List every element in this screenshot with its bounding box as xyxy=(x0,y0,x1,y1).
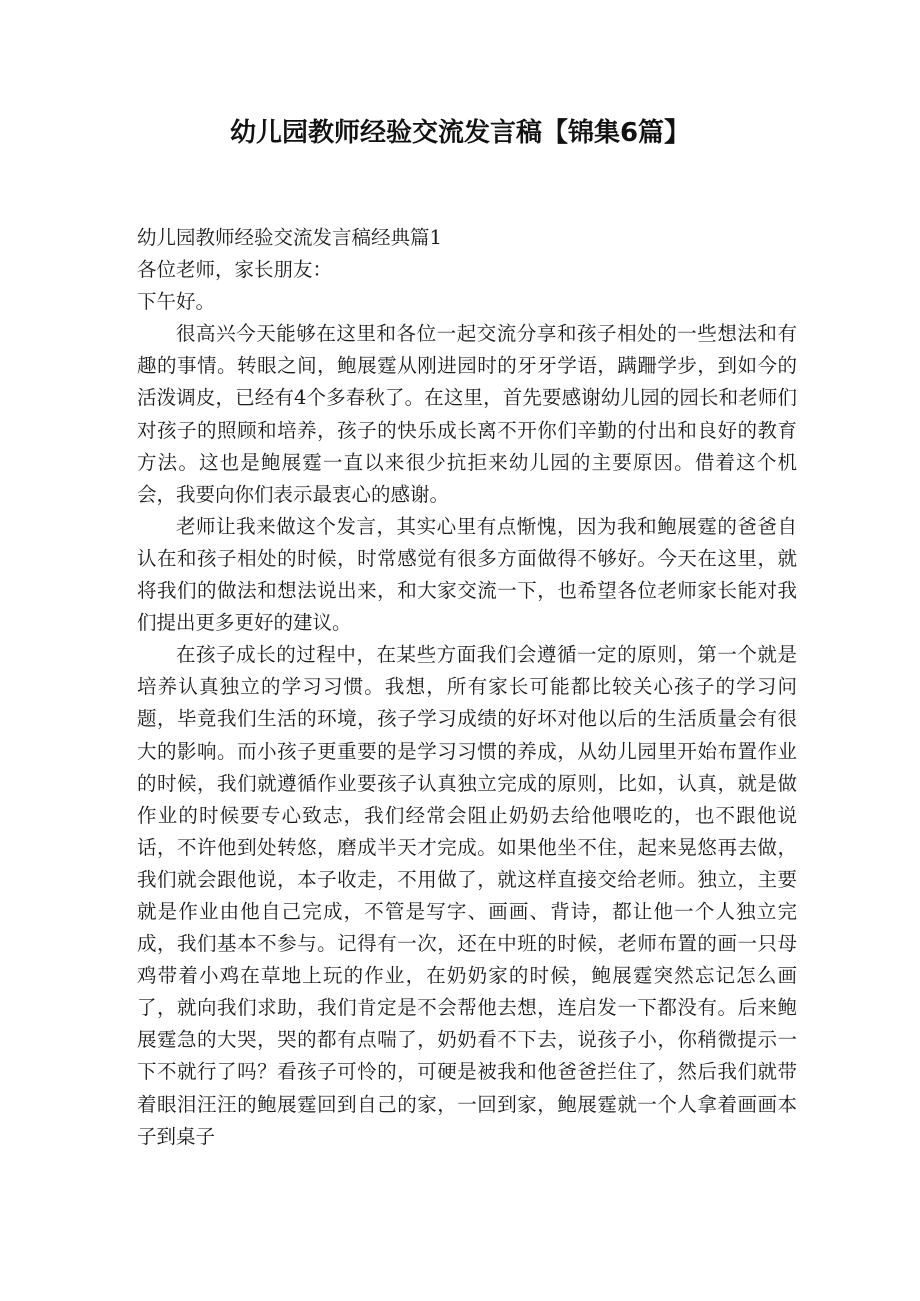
paragraph: 很高兴今天能够在这里和各位一起交流分享和孩子相处的一些想法和有趣的事情。转眼之间，鲍展霆从刚进园时的牙牙学语，蹒跚学步，到如今的活泼调皮，已经有4个多春秋了。在这里，首先要感谢幼儿园的园长和老师们对孩子的照顾和培养，孩子的快乐成长离不开你们辛勤的付出和良好的教育方法。这也是鲍展霆一直以来很少抗拒来幼儿园的主要原因。借着这个机会，我要向你们表示最衷心的感谢。 xyxy=(137,322,797,506)
paragraph: 在孩子成长的过程中，在某些方面我们会遵循一定的原则，第一个就是培养认真独立的学习习惯。我想，所有家长可能都比较关心孩子的学习问题，毕竟我们生活的环境，孩子学习成绩的好坏对他以后的生活质量会有很大的影响。而小孩子更重要的是学习习惯的养成，从幼儿园里开始布置作业的时候，我们就遵循作业要孩子认真独立完成的原则，比如，认真，就是做作业的时候要专心致志，我们经常会阻止奶奶去给他喂吃的，也不跟他说话，不许他到处转悠，磨成半天才完成。如果他坐不住，起来晃悠再去做，我们就会跟他说，本子收走，不用做了，就这样直接交给老师。独立，主要就是作业由他自己完成，不管是写字、画画、背诗，都让他一个人独立完成，我们基本不参与。记得有一次，还在中班的时候，老师布置的画一只母鸡带着小鸡在草地上玩的作业，在奶奶家的时候，鲍展霆突然忘记怎么画了，就向我们求助，我们肯定是不会帮他去想，连启发一下都没有。后来鲍展霆急的大哭，哭的都有点喘了，奶奶看不下去，说孩子小，你稍微提示一下不就行了吗？看孩子可怜的，可硬是被我和他爸爸拦住了，然后我们就带着眼泪汪汪的鲍展霆回到自己的家，一回到家，鲍展霆就一个人拿着画画本子到桌子 xyxy=(137,643,797,1148)
document-body xyxy=(137,222,797,1153)
document-title: 幼儿园教师经验交流发言稿【锦集6篇】 xyxy=(229,118,691,148)
salutation: 各位老师，家长朋友： xyxy=(137,258,333,282)
section-heading: 幼儿园教师经验交流发言稿经典篇1 xyxy=(137,226,442,249)
paragraph: 老师让我来做这个发言，其实心里有点惭愧，因为我和鲍展霆的爸爸自认在和孩子相处的时候，时常感觉有很多方面做得不够好。今天在这里，就将我们的做法和想法说出来，和大家交流一下，也希望各位老师家长能对我们提出更多更好的建议。 xyxy=(137,514,797,635)
greeting: 下午好。 xyxy=(137,290,216,314)
